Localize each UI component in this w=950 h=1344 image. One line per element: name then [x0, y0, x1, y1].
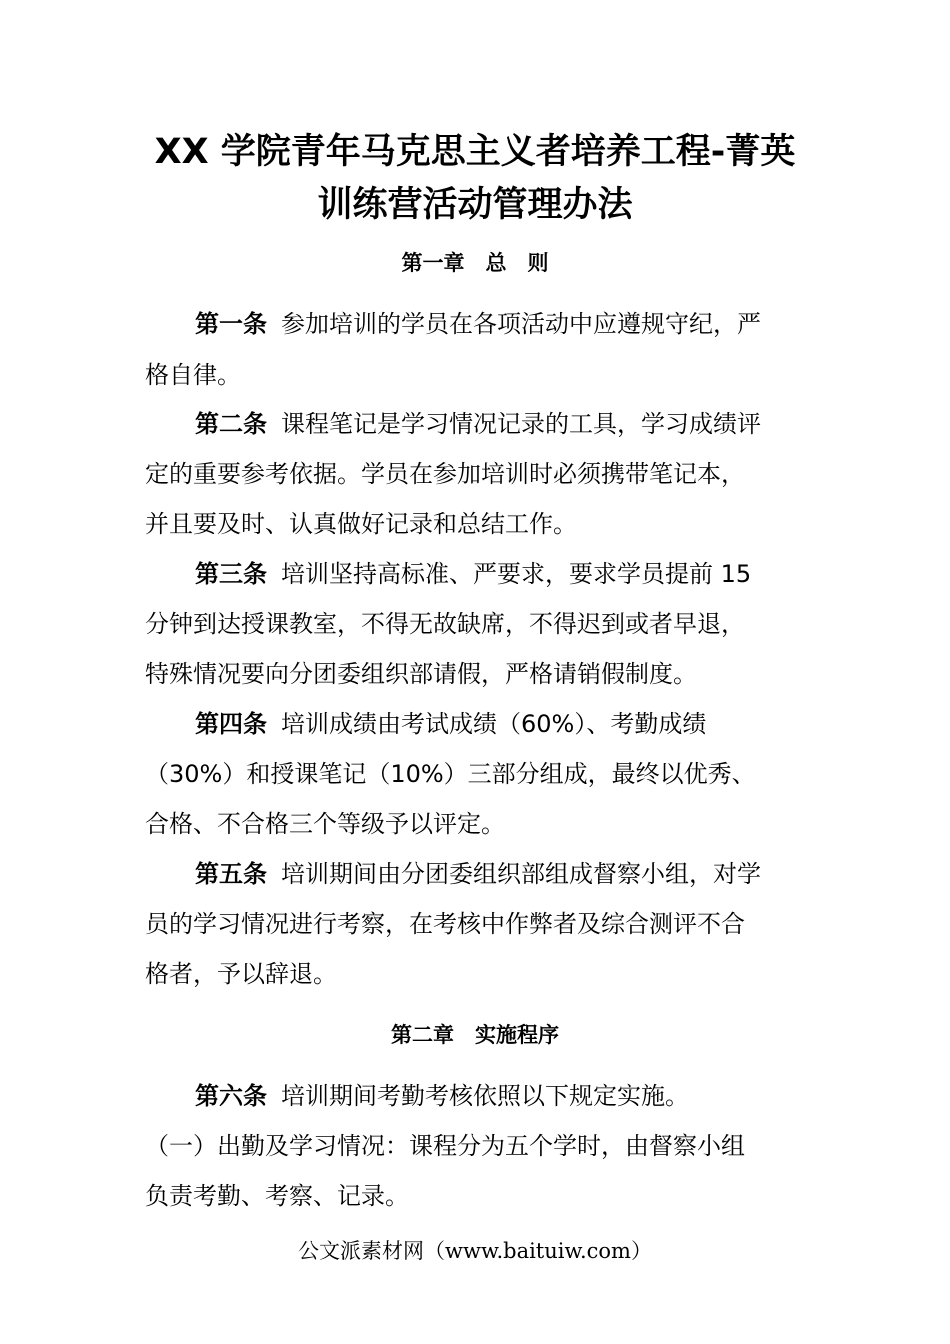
article-4-first-line — [195, 706, 706, 742]
article-3-text: 培训坚持高标准、严要求，要求学员提前 15 — [281, 560, 752, 588]
document-title-line-1: XX 学院青年马克思主义者培养工程-菁英 — [154, 132, 796, 172]
chapter-2-heading: 第二章 实施程序 — [391, 1023, 559, 1047]
article-6-text: 培训期间考勤考核依照以下规定实施。 — [281, 1082, 689, 1110]
article-5-line-3: 格者，予以辞退。 — [145, 960, 337, 988]
article-4-label: 第四条 — [195, 710, 267, 738]
article-5-line-2: 员的学习情况进行考察，在考核中作弊者及综合测评不合 — [145, 910, 745, 938]
article-3-line-2: 分钟到达授课教室，不得无故缺席，不得迟到或者早退， — [145, 610, 745, 638]
article-3-label: 第三条 — [195, 560, 267, 588]
article-5-text: 培训期间由分团委组织部组成督察小组，对学 — [281, 860, 761, 888]
article-4-text: 培训成绩由考试成绩（60%）、考勤成绩 — [281, 710, 707, 738]
article-2-text: 课程笔记是学习情况记录的工具，学习成绩评 — [281, 410, 761, 438]
article-5-first-line — [195, 856, 761, 892]
item-1-line-1: （一）出勤及学习情况：课程分为五个学时，由督察小组 — [145, 1132, 745, 1160]
footer-watermark: 公文派素材网（www.baituiw.com） — [298, 1239, 652, 1263]
chapter-1-heading: 第一章 总 则 — [401, 251, 549, 275]
article-2-line-3: 并且要及时、认真做好记录和总结工作。 — [145, 510, 577, 538]
article-1-text: 参加培训的学员在各项活动中应遵规守纪，严 — [281, 310, 761, 338]
article-6-label: 第六条 — [195, 1082, 267, 1110]
article-4-line-2: （30%）和授课笔记（10%）三部分组成，最终以优秀、 — [145, 760, 756, 788]
article-1-label: 第一条 — [195, 310, 267, 338]
article-2-line-2: 定的重要参考依据。学员在参加培训时必须携带笔记本， — [145, 460, 745, 488]
article-2-label: 第二条 — [195, 410, 267, 438]
article-2-first-line — [195, 406, 761, 442]
article-1-line-2: 格自律。 — [145, 361, 241, 389]
article-3-line-3: 特殊情况要向分团委组织部请假，严格请销假制度。 — [145, 660, 697, 688]
article-1-first-line — [195, 306, 761, 342]
article-6-first-line — [195, 1078, 689, 1114]
article-4-line-3: 合格、不合格三个等级予以评定。 — [145, 810, 505, 838]
article-5-label: 第五条 — [195, 860, 267, 888]
article-3-first-line — [195, 556, 751, 592]
item-1-line-2: 负责考勤、考察、记录。 — [145, 1182, 409, 1210]
document-title-line-2: 训练营活动管理办法 — [317, 185, 633, 225]
